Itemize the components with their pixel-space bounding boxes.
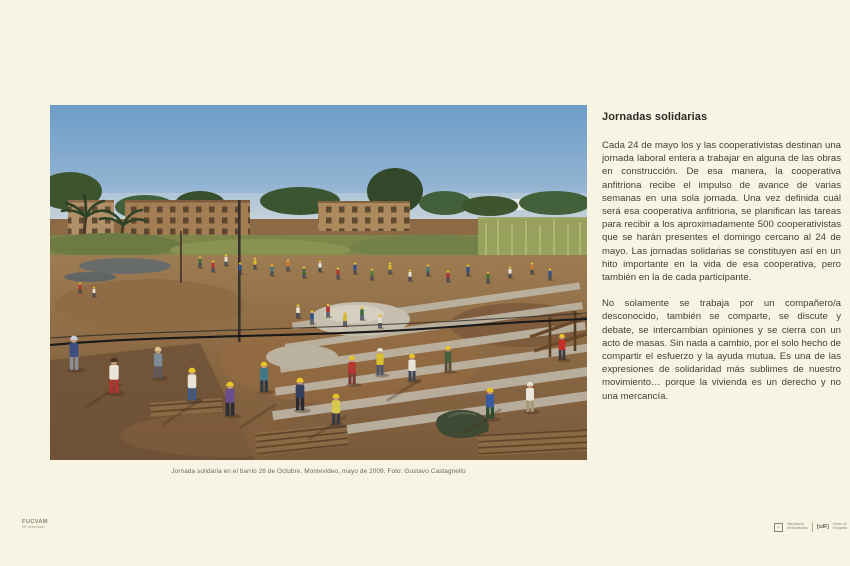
photo-illustration <box>50 105 587 460</box>
article-paragraph-2: No solamente se trabaja por un compañero/a desconocido, también se comparte, se discute y debate, se intercambian opiniones y se cierra con un acto de masas. Sin nada a cambio, por el solo hecho de compartir el esfuerzo y la ayuda mutua. Es una de las expresiones de solidaridad más sublimes de nuestro movimiento… porque la vivienda es un derecho y no una mercancía. <box>602 298 841 402</box>
cdf-label: Centro de Fotografía <box>832 522 848 530</box>
article-paragraph-1: Cada 24 de mayo los y las cooperativistas destinan una jornada laboral entera a trabajar en alguna de las obras en construcción. De esa manera, la cooperativa anfitriona recibe el impulso de avance de varias semanas en una sola jornada. Una vez definida cuál será esa cooperativa anfitriona, se planifican las tareas para recibir a los aproximadamente 500 cooperativistas que se harán presentes el domingo cercano al 24 de mayo. Las jornadas solidarias se constituyen así en un hito importante en la vida de esa cooperativa, pero también en la de cada participante. <box>602 140 841 284</box>
article-title: Jornadas solidarias <box>602 111 708 123</box>
cdf-logo-mark: [cdF] <box>816 524 829 530</box>
intendencia-montevideo-label: Intendencia de Montevideo <box>787 522 808 530</box>
logo-divider <box>812 522 813 532</box>
partner-logos <box>774 522 847 532</box>
fucvam-anniversary-text: 50º aniversario <box>22 525 45 530</box>
intendencia-montevideo-icon: ⌂ <box>774 523 783 532</box>
photo-caption: Jornada solidaria en el barrio 26 de Octubre. Montevideo, mayo de 2009. Foto: Gustavo Castagnello <box>171 468 466 475</box>
fucvam-brand <box>22 519 48 530</box>
solidarity-day-photo <box>50 105 587 460</box>
fucvam-logo-text: FUCVAM <box>22 519 48 525</box>
article-column <box>602 111 841 416</box>
